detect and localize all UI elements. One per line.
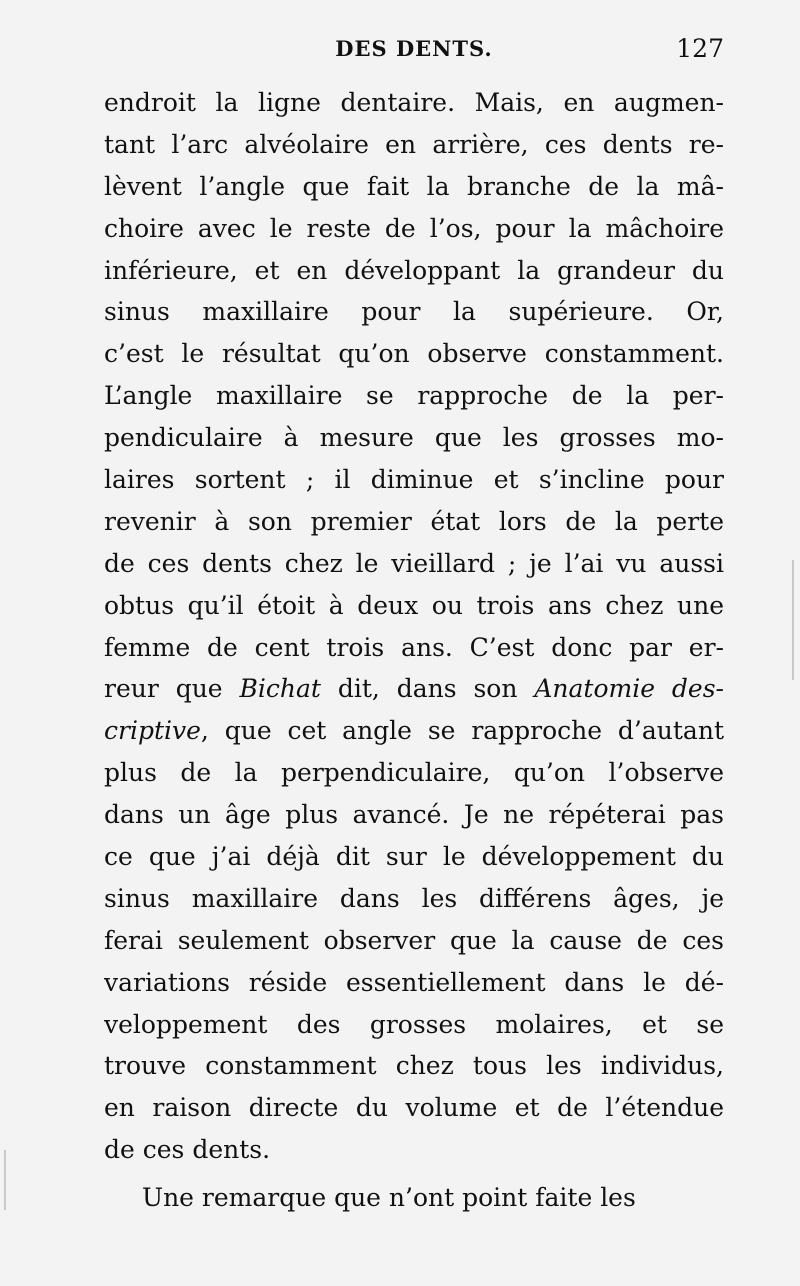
text-line: criptive, que cet angle se rapproche d’autant [104, 716, 724, 746]
text-line: c’est le résultat qu’on observe constamment. [104, 339, 724, 369]
text-line: revenir à son premier état lors de la perte [104, 506, 724, 536]
text-line: laires sortent ; il diminue et s’incline pour [104, 465, 724, 495]
page-edge-shadow [792, 560, 794, 680]
text-line: pendiculaire à mesure que les grosses mo- [104, 423, 724, 453]
page-header [104, 36, 724, 76]
text-line: choire avec le reste de l’os, pour la mâchoire [104, 213, 724, 243]
text-line: ce que j’ai déjà dit sur le développement du [104, 842, 724, 872]
text-line: endroit la ligne dentaire. Mais, en augmen- [104, 88, 724, 117]
text-line: reur que Bichat dit, dans son Anatomie des- [104, 674, 724, 704]
page-edge-shadow [4, 1150, 6, 1210]
text-line: lèvent l’angle que fait la branche de la mâ- [104, 171, 724, 201]
text-line: variations réside essentiellement dans le dé- [104, 967, 724, 997]
page-number: 127 [676, 34, 724, 63]
text-line: veloppement des grosses molaires, et se [104, 1009, 724, 1039]
text-line: tant l’arc alvéolaire en arrière, ces dents re- [104, 129, 724, 159]
running-title: DES DENTS. [335, 36, 493, 61]
text-line: trouve constamment chez tous les individus, [104, 1051, 724, 1081]
text-line: Une remarque que n’ont point faite les [142, 1183, 636, 1213]
italic-author-name: Bichat [239, 674, 321, 704]
text-line: femme de cent trois ans. C’est donc par er- [104, 632, 724, 662]
text-line: sinus maxillaire pour la supérieure. Or, [104, 297, 724, 327]
text-line: sinus maxillaire dans les différens âges, je [104, 883, 724, 913]
text-line: ferai seulement observer que la cause de ces [104, 925, 724, 955]
text-line: obtus qu’il étoit à deux ou trois ans chez une [104, 590, 724, 620]
text-line: en raison directe du volume et de l’étendue [104, 1093, 724, 1123]
text-line: plus de la perpendiculaire, qu’on l’observe [104, 758, 724, 788]
italic-book-title: Anatomie des- [534, 674, 724, 704]
text-line: L’angle maxillaire se rapproche de la per- [104, 381, 724, 411]
text-line: de ces dents. [104, 1135, 271, 1165]
italic-book-title: criptive [104, 716, 201, 746]
text-line: inférieure, et en développant la grandeur du [104, 255, 724, 285]
text-line: dans un âge plus avancé. Je ne répéterai pas [104, 800, 724, 830]
body-text [104, 82, 724, 1219]
text-line: de ces dents chez le vieillard ; je l’ai vu aussi [104, 548, 724, 578]
